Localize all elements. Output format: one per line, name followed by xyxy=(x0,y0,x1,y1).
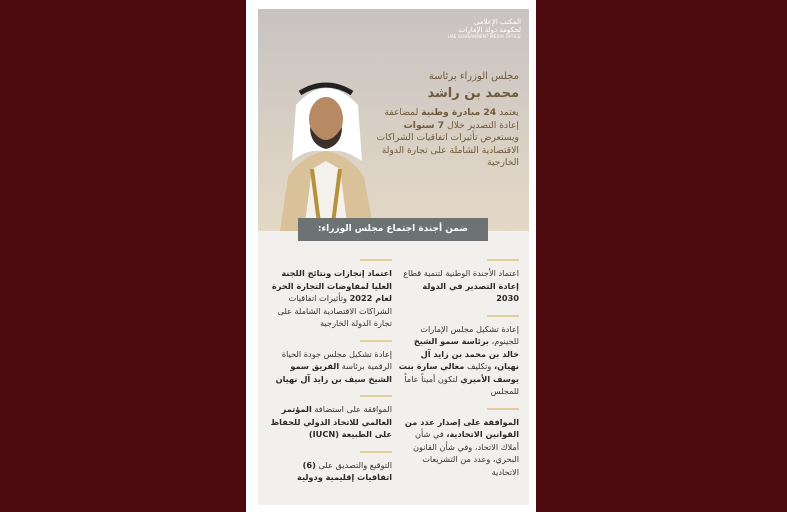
logo-line-3: UAE GOVERNMENT MEDIA OFFICE xyxy=(447,34,521,39)
agenda-item xyxy=(270,395,392,441)
agenda-item xyxy=(397,315,519,398)
agenda-column-left xyxy=(270,259,392,494)
item-text: إعادة تشكيل مجلس الإمارات للجينوم، xyxy=(420,323,519,346)
headline-name: محمد بن راشد xyxy=(427,86,519,101)
item-bold: (6) اتفاقيات إقليمية ودولية xyxy=(297,459,392,482)
headline-bold: 7 سنوات xyxy=(403,119,445,131)
item-text: وتكليف xyxy=(464,361,494,371)
headline-title: مجلس الوزراء برئاسة xyxy=(428,71,519,82)
headline-text: يعتمد xyxy=(496,107,519,118)
item-text: لتكون أميناً عاماً للمجلس xyxy=(404,373,519,396)
item-bold: برئاسة سمو الشيخ خالد بن محمد بن زايد آل نهيان، xyxy=(413,336,519,371)
item-text: في شأن أملاك الاتحاد، وفي شأن القانون البحري، وعدد من التشريعات الاتحادية xyxy=(413,429,519,477)
agenda-item xyxy=(270,451,392,484)
agenda-item xyxy=(397,259,519,305)
headline-text: لمضاعفة إعادة التصدير خلال xyxy=(384,107,519,131)
headline xyxy=(369,71,519,170)
infographic-card xyxy=(258,9,529,505)
hero-section xyxy=(258,9,529,231)
headline-body xyxy=(369,107,519,170)
item-text: التوقيع والتصديق على xyxy=(315,459,392,470)
item-bold: الموافقة على إصدار عدد من القوانين الاتحادية، xyxy=(404,416,519,439)
item-bold: اعتماد إنجازات ونتائج اللجنة العليا لمفاوضات التجارة الحرة لعام 2022 xyxy=(271,268,392,303)
portrait-image xyxy=(266,65,386,231)
logo-line-2: لحكومة دولة الإمارات xyxy=(458,26,521,34)
media-office-logo xyxy=(448,18,521,40)
item-text: اعتماد الأجندة الوطنية لتنمية قطاع xyxy=(403,268,519,278)
item-bold: المؤتمر العالمي للاتحاد الدولي للحفاظ على الطبيعة (IUCN) xyxy=(270,404,392,439)
agenda-banner: ضمن أجندة اجتماع مجلس الوزراء: xyxy=(298,218,488,241)
item-text: إعادة تشكيل مجلس جودة الحياة الرقمية برئاسة xyxy=(281,348,392,371)
item-bold: إعادة التصدير في الدولة 2030 xyxy=(422,280,519,303)
item-text: الموافقة على استضافة xyxy=(311,404,392,414)
headline-bold: 24 مبادرة وطنية xyxy=(421,107,497,118)
item-bold: معالي سارة بنت يوسف الأميري xyxy=(398,361,519,384)
agenda-item xyxy=(397,408,519,479)
agenda-item xyxy=(270,259,392,330)
logo-line-1: المكتب الإعلامي xyxy=(473,18,521,26)
agenda-column-right xyxy=(397,259,519,488)
headline-text: ويستعرض تأثيرات اتفاقيات الشراكات الاقتصادية الشاملة على تجارة الدولة الخارجية xyxy=(376,132,519,168)
item-bold: الفريق سمو الشيخ سيف بن زايد آل نهيان xyxy=(275,361,392,384)
agenda-item xyxy=(270,340,392,386)
item-text: وتأثيرات اتفاقيات الشراكات الاقتصادية الشاملة على تجارة الدولة الخارجية xyxy=(277,293,392,328)
